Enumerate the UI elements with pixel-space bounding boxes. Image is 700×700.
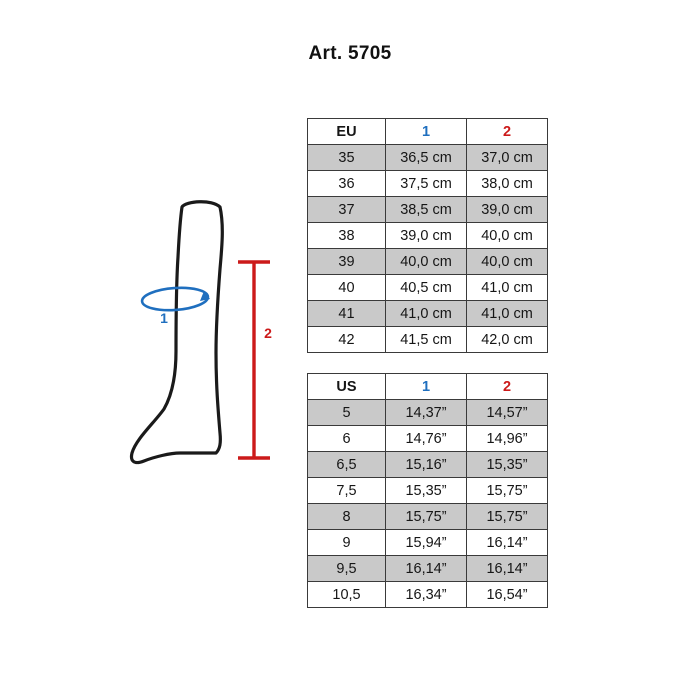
leg-outline-icon bbox=[120, 195, 300, 495]
column-header-measure-1: 1 bbox=[386, 119, 467, 145]
table-row bbox=[308, 275, 548, 301]
cell-measure-2: 41,0 cm bbox=[467, 301, 548, 327]
cell-measure-2: 14,57” bbox=[467, 400, 548, 426]
height-label: 2 bbox=[264, 325, 272, 341]
table-row bbox=[308, 197, 548, 223]
table-row bbox=[308, 504, 548, 530]
us-size-table bbox=[307, 373, 548, 608]
cell-measure-2: 39,0 cm bbox=[467, 197, 548, 223]
cell-measure-2: 15,35” bbox=[467, 452, 548, 478]
cell-size: 38 bbox=[308, 223, 386, 249]
cell-measure-2: 40,0 cm bbox=[467, 249, 548, 275]
cell-size: 6,5 bbox=[308, 452, 386, 478]
table-row bbox=[308, 582, 548, 608]
cell-measure-1: 14,37” bbox=[386, 400, 467, 426]
column-header-size: US bbox=[308, 374, 386, 400]
cell-measure-1: 41,0 cm bbox=[386, 301, 467, 327]
column-header-measure-2: 2 bbox=[467, 119, 548, 145]
column-header-size: EU bbox=[308, 119, 386, 145]
cell-measure-2: 38,0 cm bbox=[467, 171, 548, 197]
cell-measure-2: 16,14” bbox=[467, 556, 548, 582]
cell-measure-1: 37,5 cm bbox=[386, 171, 467, 197]
cell-size: 35 bbox=[308, 145, 386, 171]
cell-measure-2: 41,0 cm bbox=[467, 275, 548, 301]
cell-size: 5 bbox=[308, 400, 386, 426]
cell-measure-1: 38,5 cm bbox=[386, 197, 467, 223]
cell-size: 7,5 bbox=[308, 478, 386, 504]
table-row bbox=[308, 478, 548, 504]
cell-measure-2: 16,14” bbox=[467, 530, 548, 556]
cell-size: 39 bbox=[308, 249, 386, 275]
cell-measure-2: 15,75” bbox=[467, 504, 548, 530]
cell-size: 41 bbox=[308, 301, 386, 327]
cell-size: 42 bbox=[308, 327, 386, 353]
column-header-measure-1: 1 bbox=[386, 374, 467, 400]
cell-size: 37 bbox=[308, 197, 386, 223]
cell-measure-1: 15,16” bbox=[386, 452, 467, 478]
cell-measure-2: 15,75” bbox=[467, 478, 548, 504]
cell-measure-1: 16,14” bbox=[386, 556, 467, 582]
table-header-row bbox=[308, 374, 548, 400]
column-header-measure-2: 2 bbox=[467, 374, 548, 400]
cell-size: 8 bbox=[308, 504, 386, 530]
table-row bbox=[308, 452, 548, 478]
cell-size: 40 bbox=[308, 275, 386, 301]
cell-measure-2: 37,0 cm bbox=[467, 145, 548, 171]
table-row bbox=[308, 145, 548, 171]
cell-measure-1: 16,34” bbox=[386, 582, 467, 608]
cell-size: 9 bbox=[308, 530, 386, 556]
cell-size: 10,5 bbox=[308, 582, 386, 608]
cell-measure-2: 16,54” bbox=[467, 582, 548, 608]
cell-measure-1: 15,75” bbox=[386, 504, 467, 530]
cell-size: 6 bbox=[308, 426, 386, 452]
table-row bbox=[308, 530, 548, 556]
table-row bbox=[308, 556, 548, 582]
cell-measure-2: 14,96” bbox=[467, 426, 548, 452]
leg-measurement-diagram bbox=[120, 195, 300, 495]
circumference-label: 1 bbox=[160, 310, 168, 326]
cell-size: 9,5 bbox=[308, 556, 386, 582]
cell-measure-1: 15,94” bbox=[386, 530, 467, 556]
cell-measure-1: 40,5 cm bbox=[386, 275, 467, 301]
cell-measure-1: 14,76” bbox=[386, 426, 467, 452]
cell-size: 36 bbox=[308, 171, 386, 197]
table-row bbox=[308, 426, 548, 452]
table-row bbox=[308, 400, 548, 426]
cell-measure-1: 36,5 cm bbox=[386, 145, 467, 171]
size-tables bbox=[307, 118, 547, 608]
cell-measure-1: 41,5 cm bbox=[386, 327, 467, 353]
page-title: Art. 5705 bbox=[308, 43, 392, 64]
cell-measure-1: 39,0 cm bbox=[386, 223, 467, 249]
table-row bbox=[308, 301, 548, 327]
eu-size-table bbox=[307, 118, 548, 353]
table-header-row bbox=[308, 119, 548, 145]
cell-measure-2: 42,0 cm bbox=[467, 327, 548, 353]
table-row bbox=[308, 223, 548, 249]
cell-measure-1: 15,35” bbox=[386, 478, 467, 504]
cell-measure-2: 40,0 cm bbox=[467, 223, 548, 249]
table-row bbox=[308, 171, 548, 197]
table-row bbox=[308, 327, 548, 353]
cell-measure-1: 40,0 cm bbox=[386, 249, 467, 275]
table-row bbox=[308, 249, 548, 275]
